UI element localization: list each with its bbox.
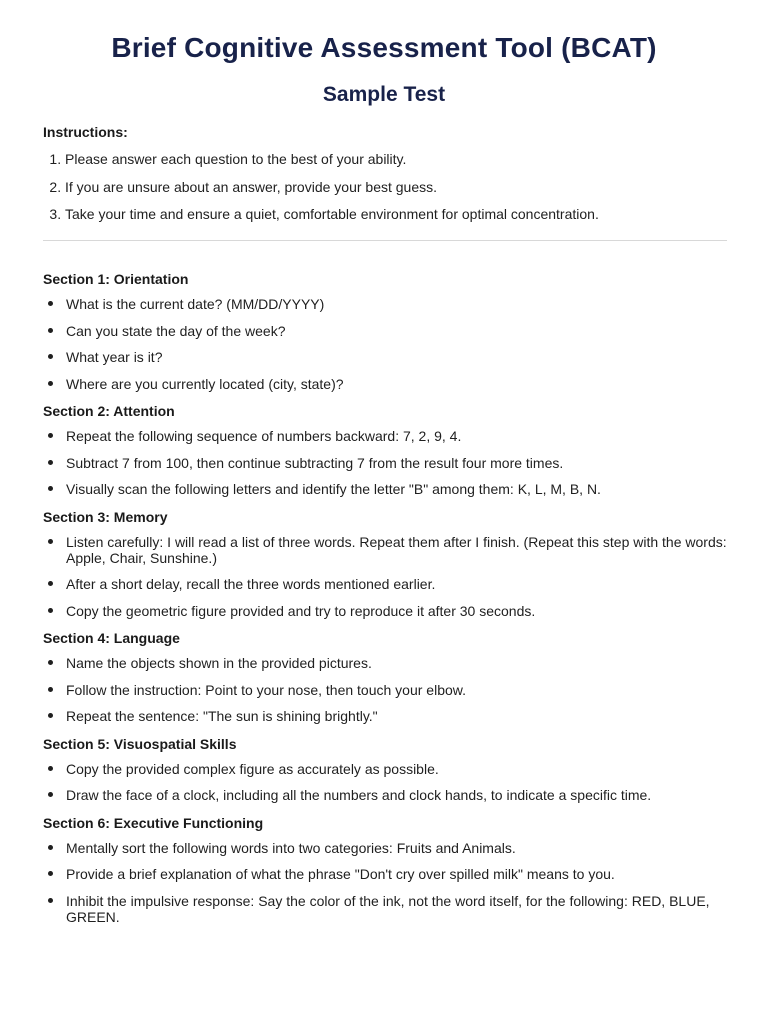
list-item: [43, 893, 727, 925]
list-item-text: Can you state the day of the week?: [66, 322, 286, 339]
page-title: Brief Cognitive Assessment Tool (BCAT): [111, 32, 657, 63]
section-language: [43, 629, 727, 724]
instructions-label: Instructions:: [43, 124, 128, 140]
list-item-text: Listen carefully: I will read a list of three words. Repeat them after I finish. (Repeat this step with the words: Apple, Chair, Sunshine.): [66, 533, 727, 566]
bullet-icon: [48, 381, 53, 386]
instruction-item: 1. Please answer each question to the best of your ability.: [65, 151, 727, 168]
section-item-list: [43, 534, 727, 619]
bullet-icon: [48, 354, 53, 359]
section-heading: Section 3: Memory: [43, 508, 168, 525]
instructions-list: [43, 151, 727, 223]
bullet-icon: [48, 792, 53, 797]
bullet-icon: [48, 608, 53, 613]
page-subtitle: Sample Test: [322, 83, 446, 106]
section-item-list: [43, 761, 727, 804]
list-item: [43, 428, 727, 444]
list-item-text: Name the objects shown in the provided pictures.: [66, 655, 372, 671]
section-heading: Section 4: Language: [43, 630, 180, 646]
section-memory: [43, 508, 727, 619]
section-executive-functioning: [43, 814, 727, 925]
list-item-text: Follow the instruction: Point to your nose, then touch your elbow.: [66, 681, 467, 698]
bullet-icon: [48, 581, 53, 586]
bullet-icon: [48, 766, 53, 771]
bullet-icon: [48, 898, 53, 903]
list-item-text: What year is it?: [66, 349, 163, 365]
list-item: [43, 323, 727, 339]
bullet-icon: [48, 460, 53, 465]
list-item-text: Subtract 7 from 100, then continue subtracting 7 from the result four more times.: [66, 454, 564, 471]
section-visuospatial: [43, 735, 727, 804]
section-item-list: [43, 840, 727, 925]
list-item: [43, 655, 727, 671]
bullet-icon: [48, 845, 53, 850]
list-item-text: Inhibit the impulsive response: Say the color of the ink, not the word itself, for the following: RED, BLUE, GREEN.: [66, 892, 710, 925]
list-item: [43, 481, 727, 497]
list-item: [43, 761, 727, 777]
bullet-icon: [48, 660, 53, 665]
list-item-text: Where are you currently located (city, state)?: [66, 375, 344, 392]
list-item: [43, 787, 727, 803]
section-heading: Section 1: Orientation: [43, 271, 189, 287]
bullet-icon: [48, 486, 53, 491]
list-item: [43, 349, 727, 365]
list-item-text: Copy the geometric figure provided and try to reproduce it after 30 seconds.: [66, 602, 536, 619]
bullet-icon: [48, 687, 53, 692]
list-item-text: What is the current date? (MM/DD/YYYY): [66, 296, 325, 312]
list-item-text: Provide a brief explanation of what the phrase "Don't cry over spilled milk" means to you.: [66, 866, 615, 882]
section-item-list: [43, 428, 727, 497]
list-item-text: Mentally sort the following words into two categories: Fruits and Animals.: [66, 839, 516, 856]
bullet-icon: [48, 539, 53, 544]
bullet-icon: [48, 433, 53, 438]
list-item: [43, 296, 727, 312]
bullet-icon: [48, 301, 53, 306]
section-heading: Section 6: Executive Functioning: [43, 814, 264, 831]
section-heading: Section 5: Visuospatial Skills: [43, 735, 237, 752]
list-item: [43, 603, 727, 619]
section-heading: Section 2: Attention: [43, 403, 175, 419]
list-item-text: Visually scan the following letters and identify the letter "B" among them: K, L, M, B, N.: [66, 481, 601, 497]
section-attention: [43, 402, 727, 497]
document-body: [43, 123, 727, 935]
list-item-text: After a short delay, recall the three words mentioned earlier.: [66, 576, 436, 592]
list-item-text: Repeat the sentence: "The sun is shining brightly.": [66, 708, 378, 724]
section-item-list: [43, 296, 727, 392]
bullet-icon: [48, 713, 53, 718]
section-orientation: [43, 270, 727, 392]
list-item-text: Copy the provided complex figure as accurately as possible.: [66, 760, 439, 777]
bullet-icon: [48, 328, 53, 333]
list-item-text: Repeat the following sequence of numbers backward: 7, 2, 9, 4.: [66, 428, 462, 444]
bullet-icon: [48, 871, 53, 876]
list-item: [43, 576, 727, 592]
section-item-list: [43, 655, 727, 724]
instruction-item: 3. Take your time and ensure a quiet, comfortable environment for optimal concentration.: [65, 206, 727, 223]
list-item-text: Draw the face of a clock, including all the numbers and clock hands, to indicate a specific time.: [66, 787, 652, 803]
list-item: [43, 534, 727, 566]
section-divider: [43, 240, 727, 241]
instruction-item: 2. If you are unsure about an answer, provide your best guess.: [65, 179, 727, 196]
list-item: [43, 682, 727, 698]
list-item: [43, 376, 727, 392]
list-item: [43, 708, 727, 724]
list-item: [43, 840, 727, 856]
list-item: [43, 455, 727, 471]
list-item: [43, 866, 727, 882]
